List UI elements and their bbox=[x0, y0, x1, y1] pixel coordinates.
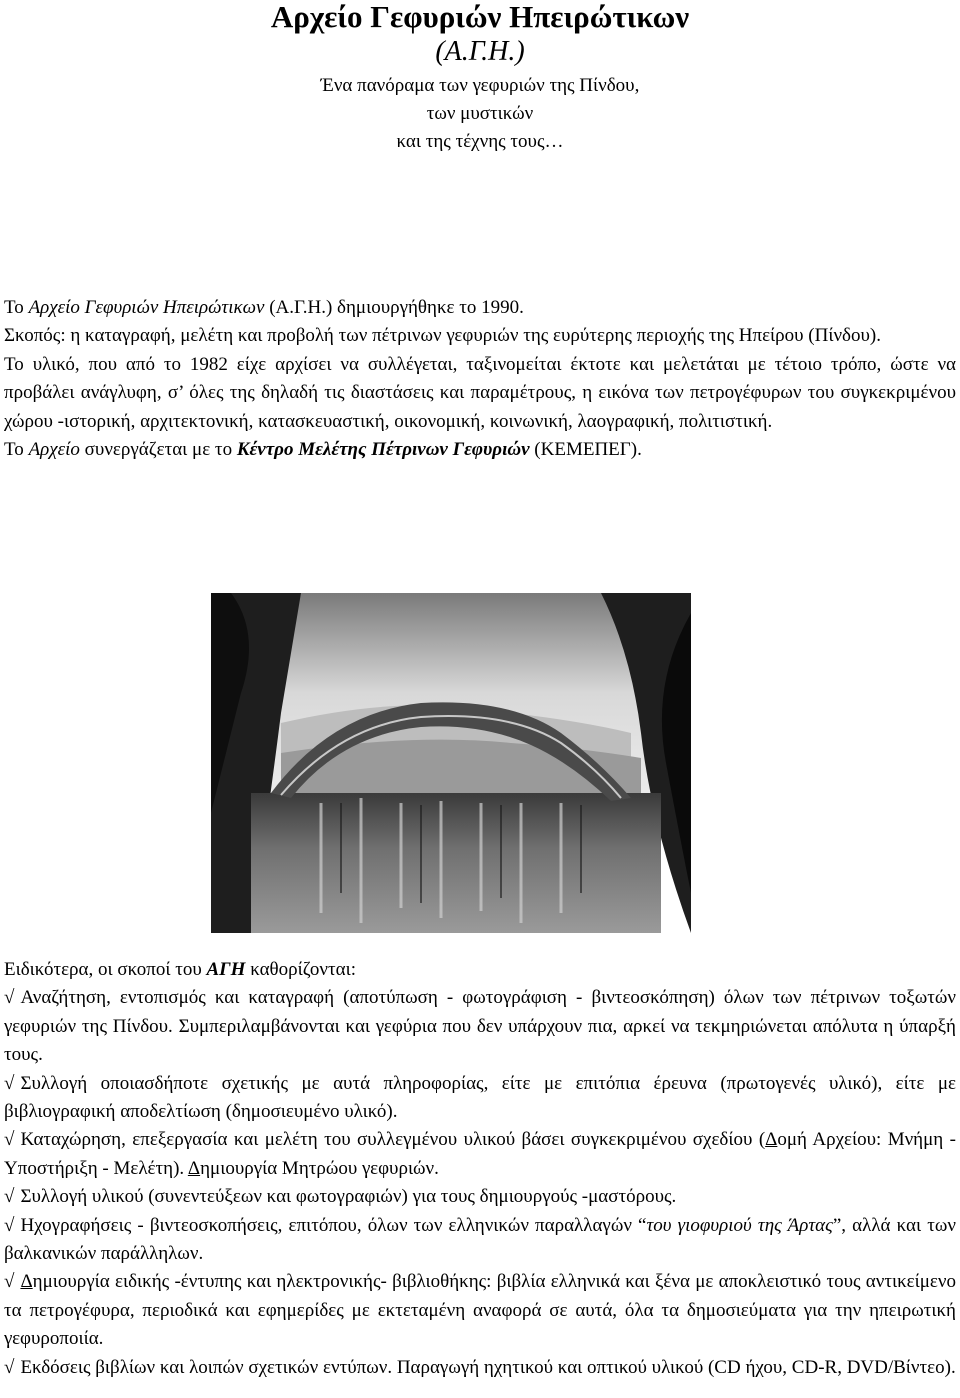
aims-lead bbox=[4, 956, 956, 984]
center-name-bold-italic: Κέντρο Μελέτης Πέτρινων Γεφυριών bbox=[236, 439, 530, 461]
intro-section bbox=[4, 294, 956, 464]
checkmark-icon: √ bbox=[4, 1129, 15, 1151]
subtitle-line-2: των μυστικών bbox=[426, 103, 534, 124]
underlined-letter: Δ bbox=[765, 1129, 778, 1151]
underlined-letter: Δ bbox=[187, 1157, 201, 1179]
aim-text: ημιουργία Μητρώου γεφυριών. bbox=[200, 1157, 439, 1179]
intro-paragraph-cooperation bbox=[4, 436, 956, 464]
aim-text: ημιουργία ειδικής -έντυπης και ηλεκτρονικής- βιβλιοθήκης: βιβλία ελληνικά και ξένα με αποκλειστικό τους αντικείμενο τα πετρογέφυρα, περιοδικά και εφημερίδες με εκτεταμένη αναφορά σε αυτά, όλα τα δημοσιεύματα για την ηπειρωτική γεφυροποιία. bbox=[4, 1271, 956, 1350]
aim-text: Εκδόσεις βιβλίων και λοιπών σχετικών εντύπων. Παραγωγή ηχητικού και οπτικού υλικού (CD ήχου, CD-R, DVD/Βίντεο). bbox=[20, 1356, 956, 1378]
aim-text: Καταχώρηση, επεξεργασία και μελέτη του συλλεγμένου υλικού βάσει συγκεκριμένου σχεδίου ( bbox=[20, 1129, 766, 1151]
checkmark-icon: √ bbox=[4, 1186, 15, 1208]
text-run: (Α.Γ.Η.) δημιουργήθηκε το 1990. bbox=[264, 297, 524, 318]
document-title: Αρχείο Γεφυριών Ηπειρώτικων bbox=[270, 0, 690, 34]
aim-item bbox=[4, 984, 956, 1069]
document-title-acronym: (Α.Γ.Η.) bbox=[435, 36, 525, 67]
archive-word-italic: Αρχείο bbox=[28, 439, 80, 461]
aim-item bbox=[4, 1126, 956, 1183]
stone-bridge-photo bbox=[211, 593, 691, 933]
aims-section bbox=[4, 956, 956, 1382]
text-run: συνεργάζεται με το bbox=[79, 439, 237, 461]
checkmark-icon: √ bbox=[4, 1356, 15, 1378]
subtitle-line-1: Ένα πανόραμα των γεφυριών της Πίνδου, bbox=[320, 75, 640, 96]
intro-paragraph-purpose: Σκοπός: η καταγραφή, μελέτη και προβολή των πέτρινων γεφυριών της ευρύτερης περιοχής της Ηπείρου (Πίνδου). bbox=[4, 325, 881, 347]
aim-item bbox=[4, 1268, 956, 1353]
aim-text: Ηχογραφήσεις - βιντεοσκοπήσεις, επιτόπου, όλων των ελληνικών παραλλαγών “ bbox=[20, 1214, 647, 1236]
aim-item bbox=[4, 1183, 956, 1211]
text-run: Ειδικότερα, οι σκοποί του bbox=[4, 959, 207, 980]
acronym-bold-italic: ΑΓΗ bbox=[206, 959, 246, 980]
intro-paragraph-founding bbox=[4, 294, 956, 322]
checkmark-icon: √ bbox=[4, 987, 15, 1009]
subtitle-line-3: και της τέχνης τους… bbox=[396, 131, 564, 152]
aim-text: ομή Αρχείου: Μνήμη - Υποστήριξη - Μελέτη). bbox=[4, 1129, 956, 1179]
underlined-letter: Δ bbox=[20, 1271, 33, 1293]
aim-text: Αναζήτηση, εντοπισμός και καταγραφή (αποτύπωση - φωτογράφιση - βιντεοσκόπηση) όλων των πέτρινων τοξωτών γεφυριών της Πίνδου. Συμπεριλαμβάνονται και γεφύρια που δεν υπάρχουν πια, αρκεί να τεκμηριώνεται απόλυτα η ύπαρξή τους. bbox=[4, 987, 956, 1066]
aim-text: ”, αλλά και των βαλκανικών παράλληλων. bbox=[4, 1214, 956, 1265]
song-title-italic: του γιοφυριού της Άρτας bbox=[646, 1214, 833, 1236]
text-run: Το bbox=[4, 297, 29, 318]
intro-paragraph-material: Το υλικό, που από το 1982 είχε αρχίσει να συλλέγεται, ταξινομείται έκτοτε και μελετάται με τέτοιο τρόπο, ώστε να προβάλει ανάγλυφη, σ’ όλες της δηλαδή τις διαστάσεις και παραμέτρους, η εικόνα των πετρογέφυρων του συγκεκριμένου χώρου -ιστορική, αρχιτεκτονική, κατασκευαστική, οικονομική, κοινωνική, λαογραφική, πολιτιστική. bbox=[4, 353, 956, 432]
checkmark-icon: √ bbox=[4, 1271, 15, 1293]
checkmark-icon: √ bbox=[4, 1214, 15, 1236]
text-run: καθορίζονται: bbox=[245, 959, 356, 980]
text-run: Το bbox=[4, 439, 29, 461]
aim-text: Συλλογή υλικού (συνεντεύξεων και φωτογραφιών) για τους δημιουργούς -μαστόρους. bbox=[20, 1186, 677, 1208]
archive-name-italic: Αρχείο Γεφυριών Ηπειρώτικων bbox=[28, 297, 265, 318]
aim-item bbox=[4, 1354, 956, 1382]
aim-item bbox=[4, 1070, 956, 1127]
aim-text: Συλλογή οποιασδήποτε σχετικής με αυτά πληροφορίας, είτε με επιτόπια έρευνα (πρωτογενές υλικό), είτε με βιβλιογραφική αποδελτίωση (δημοσιευμένο υλικό). bbox=[4, 1072, 956, 1123]
text-run: (ΚΕΜΕΠΕΓ). bbox=[529, 439, 642, 461]
aim-item bbox=[4, 1212, 956, 1269]
checkmark-icon: √ bbox=[4, 1072, 15, 1094]
